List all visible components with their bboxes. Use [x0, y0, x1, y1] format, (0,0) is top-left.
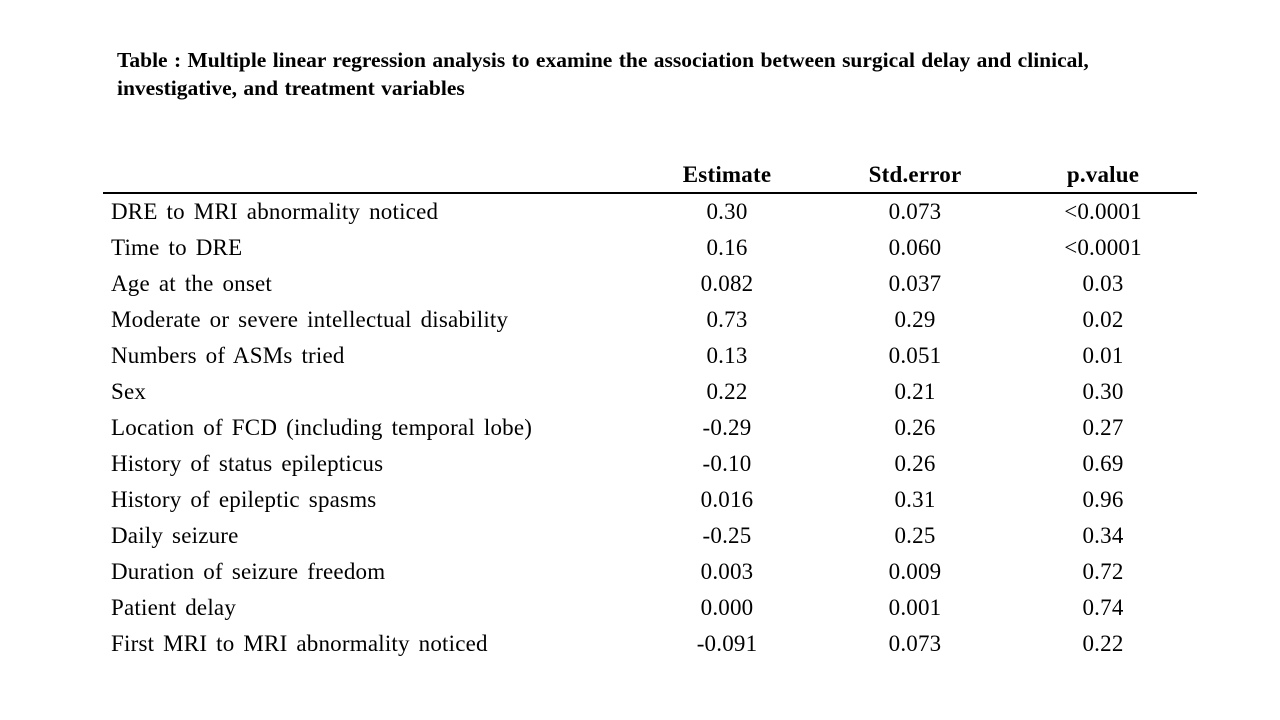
table-row [103, 590, 1197, 626]
table-row [103, 193, 1197, 230]
table-row [103, 266, 1197, 302]
std-error-column-header: Std.error [821, 158, 1009, 193]
std-error-value: 0.26 [894, 415, 936, 440]
std-error-value: 0.21 [894, 379, 936, 404]
p-value: <0.0001 [1064, 199, 1142, 224]
variable-label: Numbers of ASMs tried [111, 343, 345, 368]
estimate-value: 0.73 [706, 307, 748, 332]
std-error-value: 0.037 [888, 271, 942, 296]
std-error-value: 0.073 [888, 199, 942, 224]
variable-label: Daily seizure [111, 523, 239, 548]
table-row [103, 446, 1197, 482]
variable-label: Sex [111, 379, 147, 404]
p-value: 0.30 [1082, 379, 1124, 404]
p-value: 0.03 [1082, 271, 1124, 296]
std-error-value: 0.31 [894, 487, 936, 512]
std-error-value: 0.009 [888, 559, 942, 584]
regression-table [103, 158, 1197, 662]
p-value: 0.72 [1082, 559, 1124, 584]
variable-label: Moderate or severe intellectual disability [111, 307, 509, 332]
p-value: <0.0001 [1064, 235, 1142, 260]
estimate-value: -0.29 [702, 415, 752, 440]
estimate-value: 0.13 [706, 343, 748, 368]
std-error-value: 0.051 [888, 343, 942, 368]
p-value: 0.69 [1082, 451, 1124, 476]
estimate-value: -0.25 [702, 523, 752, 548]
table-row [103, 374, 1197, 410]
table-caption: Table : Multiple linear regression analysis to examine the association between surgical delay and clinical, investigative, and treatment variables [117, 48, 1089, 100]
std-error-value: 0.073 [888, 631, 942, 656]
variable-label: Duration of seizure freedom [111, 559, 386, 584]
estimate-value: 0.30 [706, 199, 748, 224]
variable-label: Time to DRE [111, 235, 243, 260]
table-row [103, 482, 1197, 518]
table-row [103, 338, 1197, 374]
table-row [103, 410, 1197, 446]
estimate-value: 0.082 [700, 271, 754, 296]
table-row [103, 554, 1197, 590]
variable-label: Location of FCD (including temporal lobe) [111, 415, 533, 440]
p-value: 0.96 [1082, 487, 1124, 512]
estimate-value: 0.003 [700, 559, 754, 584]
estimate-value: -0.10 [702, 451, 752, 476]
p-value: 0.27 [1082, 415, 1124, 440]
table-header-row [103, 158, 1197, 193]
p-value: 0.74 [1082, 595, 1124, 620]
estimate-value: -0.091 [696, 631, 758, 656]
table-row [103, 518, 1197, 554]
variable-label: History of epileptic spasms [111, 487, 377, 512]
variable-label: History of status epilepticus [111, 451, 384, 476]
estimate-value: 0.016 [700, 487, 754, 512]
std-error-value: 0.25 [894, 523, 936, 548]
variable-label: Patient delay [111, 595, 237, 620]
estimate-column-header: Estimate [633, 158, 821, 193]
estimate-value: 0.22 [706, 379, 748, 404]
p-value: 0.22 [1082, 631, 1124, 656]
estimate-value: 0.16 [706, 235, 748, 260]
table-row [103, 302, 1197, 338]
p-value: 0.02 [1082, 307, 1124, 332]
variable-label: Age at the onset [111, 271, 273, 296]
variable-label: DRE to MRI abnormality noticed [111, 199, 439, 224]
table-row [103, 626, 1197, 662]
p-value-column-header: p.value [1009, 158, 1197, 193]
variable-column-header [103, 158, 633, 193]
std-error-value: 0.26 [894, 451, 936, 476]
variable-label: First MRI to MRI abnormality noticed [111, 631, 488, 656]
std-error-value: 0.060 [888, 235, 942, 260]
std-error-value: 0.001 [888, 595, 942, 620]
p-value: 0.34 [1082, 523, 1124, 548]
table-row [103, 230, 1197, 266]
estimate-value: 0.000 [700, 595, 754, 620]
p-value: 0.01 [1082, 343, 1124, 368]
std-error-value: 0.29 [894, 307, 936, 332]
